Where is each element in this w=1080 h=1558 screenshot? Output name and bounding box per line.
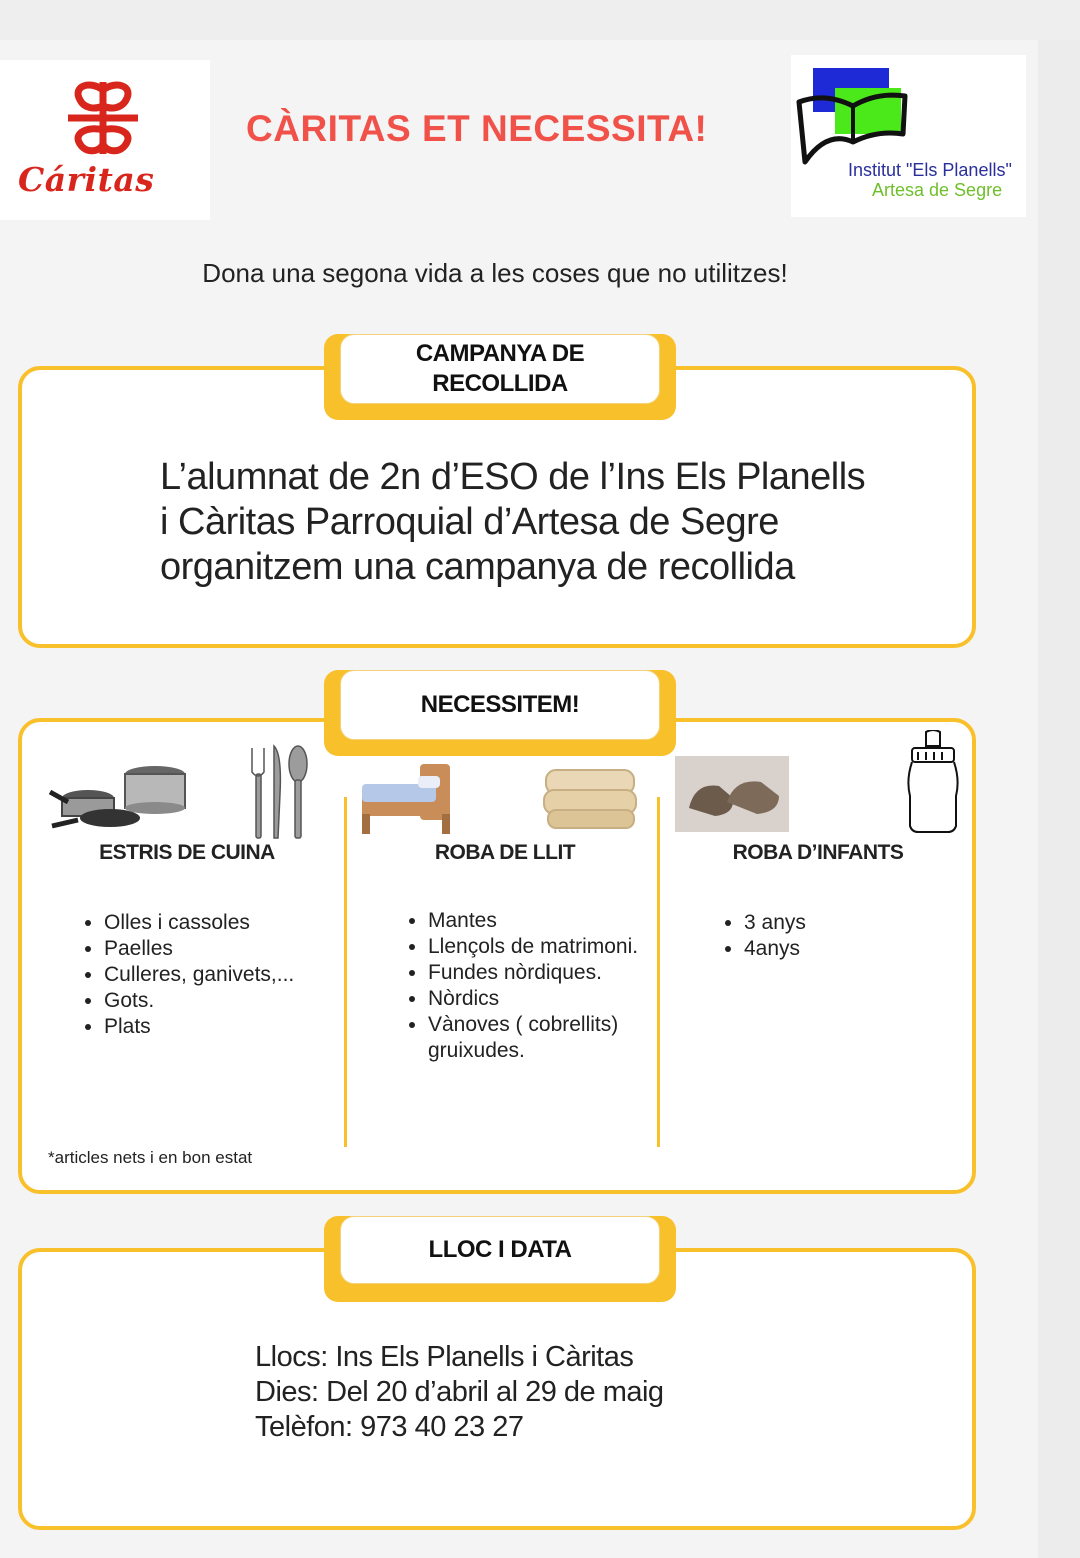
institute-name: Institut "Els Planells" xyxy=(848,160,1012,180)
bedding-heading: ROBA DE LLIT xyxy=(434,841,576,864)
campaign-line2: i Càritas Parroquial d’Artesa de Segre xyxy=(160,501,779,543)
subtitle: Dona una segona vida a les coses que no utilitzes! xyxy=(202,258,788,288)
top-strip xyxy=(0,0,1080,40)
place-tab: LLOC I DATA xyxy=(340,1216,660,1284)
campaign-line3: organitzem una campanya de recollida xyxy=(160,546,795,588)
places-line: Llocs: Ins Els Planells i Càritas xyxy=(255,1341,634,1373)
page-title: CÀRITAS ET NECESSITA! xyxy=(246,108,708,149)
list-item: • Olles i cassoles xyxy=(104,910,354,936)
list-item: • Fundes nòrdiques. xyxy=(428,960,653,986)
list-item: • Plats xyxy=(104,1014,354,1040)
list-item: • 3 anys xyxy=(744,910,944,936)
bed-icon xyxy=(358,758,454,836)
list-item: • Culleres, ganivets,... xyxy=(104,962,354,988)
kitchen-list xyxy=(80,910,354,1040)
campaign-tab-line2: RECOLLIDA xyxy=(432,370,568,397)
dates-line: Dies: Del 20 d’abril al 29 de maig xyxy=(255,1376,664,1408)
children-clothes-heading: ROBA D’INFANTS xyxy=(732,841,904,864)
place-date-info xyxy=(255,1340,664,1445)
right-strip xyxy=(1038,40,1080,1558)
book-icon xyxy=(795,62,915,167)
list-item: • Nòrdics xyxy=(428,986,653,1012)
campaign-line1: L’alumnat de 2n d’ESO de l’Ins Els Planells xyxy=(160,456,866,498)
list-item: • Mantes xyxy=(428,908,653,934)
blanket-icon xyxy=(540,760,640,832)
campaign-tab xyxy=(340,334,660,404)
campaign-description xyxy=(160,455,920,590)
list-item: • Gots. xyxy=(104,988,354,1014)
list-item: • 4anys xyxy=(744,936,944,962)
children-clothes-list xyxy=(720,910,944,962)
condition-note: *articles nets i en bon estat xyxy=(48,1148,253,1167)
column-divider xyxy=(657,797,660,1147)
list-item: • Paelles xyxy=(104,936,354,962)
cutlery-icon xyxy=(246,744,310,840)
campaign-tab-line1: CAMPANYA DE xyxy=(415,340,585,367)
institute-town: Artesa de Segre xyxy=(872,180,1003,200)
bedding-list xyxy=(404,908,653,1064)
baby-shoes-icon xyxy=(675,756,789,832)
list-item: • Vànoves ( cobrellits) gruixudes. xyxy=(428,1012,653,1064)
needs-tab: NECESSITEM! xyxy=(340,670,660,740)
caritas-cross-icon xyxy=(60,78,146,158)
kitchen-heading: ESTRIS DE CUINA xyxy=(99,841,275,864)
list-item: • Llençols de matrimoni. xyxy=(428,934,653,960)
phone-line: Telèfon: 973 40 23 27 xyxy=(255,1411,524,1443)
baby-bottle-icon xyxy=(904,730,962,834)
caritas-logo-text: Cáritas xyxy=(18,160,155,199)
pots-icon xyxy=(48,756,188,832)
